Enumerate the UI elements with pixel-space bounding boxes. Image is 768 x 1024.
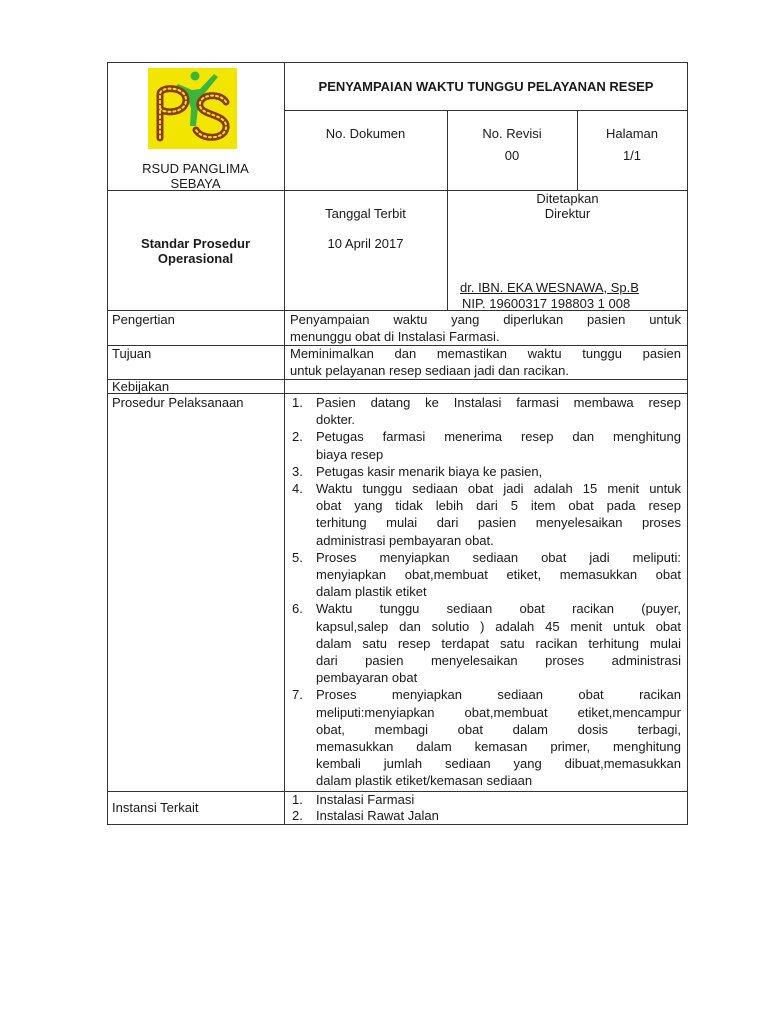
issue-date-label: Tanggal Terbit	[325, 206, 406, 221]
procedure-step-line: terhitung mulai dari pasien menyelesaikan proses	[316, 515, 681, 531]
revision-value: 00	[504, 148, 520, 163]
related-unit-number: 1.	[292, 792, 303, 807]
page-label: Halaman	[605, 126, 659, 141]
procedure-step-number: 1.	[292, 395, 303, 410]
procedure-step-line: memasukkan dalam kemasan primer, menghitung	[316, 739, 681, 754]
title-divider	[284, 110, 688, 111]
procedure-step-line: pembayaran obat	[316, 670, 418, 686]
prosedur-label: Prosedur Pelaksanaan	[112, 395, 244, 410]
procedure-step-line: menyiapkan obat,membuat etiket, memasukkan obat	[316, 567, 681, 582]
row-line-kebijakan	[107, 379, 688, 380]
procedure-step-line: kapsul,salep dan solutio ) adalah 45 menit untuk obat	[316, 618, 681, 634]
procedure-step-line: dalam plastik etiket	[316, 584, 427, 600]
table-border-bottom	[107, 824, 688, 825]
director-name: dr. IBN. EKA WESNAWA, Sp.B	[460, 280, 639, 295]
tujuan-label: Tujuan	[112, 346, 152, 361]
procedure-step-line: Waktu tunggu sediaan obat jadi adalah 15 menit untuk	[316, 481, 681, 496]
document-title: PENYAMPAIAN WAKTU TUNGGU PELAYANAN RESEP	[318, 79, 654, 94]
director-nip: NIP. 19600317 198803 1 008	[462, 296, 631, 311]
procedure-step-line: dalam plastik etiket/kemasan sediaan	[316, 773, 533, 789]
procedure-step-number: 5.	[292, 549, 303, 565]
hospital-logo	[148, 68, 237, 149]
related-unit-label: Instalasi Rawat Jalan	[316, 808, 439, 823]
tujuan-line1: Meminimalkan dan memastikan waktu tunggu pasien	[290, 346, 681, 361]
related-unit-number: 2.	[292, 808, 303, 823]
pengertian-label: Pengertian	[112, 312, 175, 327]
procedure-step-line: obat yang tidak lebih dari 5 item obat pada resep	[316, 498, 681, 514]
procedure-step-line: dalam satu resep terdapat satu racikan terhitung mulai	[316, 635, 681, 651]
procedure-step-number: 6.	[292, 601, 303, 617]
procedure-step-number: 2.	[292, 429, 303, 445]
procedure-step-line: kembali jumlah sediaan yang dibuat,memasukkan	[316, 756, 681, 772]
procedure-step-number: 4.	[292, 481, 303, 496]
procedure-step-line: dokter.	[316, 412, 356, 428]
procedure-step-line: dari pasien menyelesaikan proses administrasi	[316, 653, 681, 668]
set-by-line1: Ditetapkan	[536, 191, 599, 206]
org-name-line1: RSUD PANGLIMA	[142, 161, 249, 176]
column-divider	[284, 62, 285, 825]
sop-divider	[447, 190, 448, 310]
revision-label: No. Revisi	[482, 126, 542, 141]
sop-label-line2: Operasional	[157, 251, 234, 266]
org-name-line2: SEBAYA	[170, 176, 221, 191]
kebijakan-label: Kebijakan	[112, 379, 170, 394]
procedure-step-line: Waktu tunggu sediaan obat racikan (puyer,	[316, 601, 681, 617]
set-by-line2: Direktur	[544, 206, 591, 221]
procedure-step-line: Proses menyiapkan sediaan obat jadi meliputi:	[316, 549, 681, 565]
issue-date-value: 10 April 2017	[327, 236, 404, 251]
pengertian-line1: Penyampaian waktu yang diperlukan pasien untuk	[290, 312, 681, 327]
procedure-step-line: obat, membagi obat dalam dosis terbagi,	[316, 721, 681, 737]
table-border-top	[107, 62, 688, 63]
procedure-step-number: 7.	[292, 687, 303, 703]
sop-label-line1: Standar Prosedur	[140, 236, 251, 251]
tujuan-line2: untuk pelayanan resep sediaan jadi dan racikan.	[290, 363, 569, 378]
procedure-step-line: biaya resep	[316, 446, 384, 462]
procedure-step-line: Petugas farmasi menerima resep dan menghitung	[316, 429, 681, 445]
procedure-step-line: administrasi pembayaran obat.	[316, 532, 494, 548]
procedure-step-line: Proses menyiapkan sediaan obat racikan	[316, 687, 681, 703]
page-value: 1/1	[622, 148, 642, 163]
table-border-right	[687, 62, 688, 825]
pengertian-line2: menunggu obat di Instalasi Farmasi.	[290, 329, 500, 344]
procedure-step-number: 3.	[292, 463, 303, 479]
procedure-step-line: Petugas kasir menarik biaya ke pasien,	[316, 463, 543, 479]
procedure-step-line: Pasien datang ke Instalasi farmasi membawa resep	[316, 395, 681, 410]
doc-no-label: No. Dokumen	[325, 126, 406, 141]
procedure-step-line: meliputi:menyiapkan obat,membuat etiket,mencampur	[316, 704, 681, 720]
instansi-label: Instansi Terkait	[112, 800, 199, 815]
related-unit-label: Instalasi Farmasi	[316, 792, 415, 807]
